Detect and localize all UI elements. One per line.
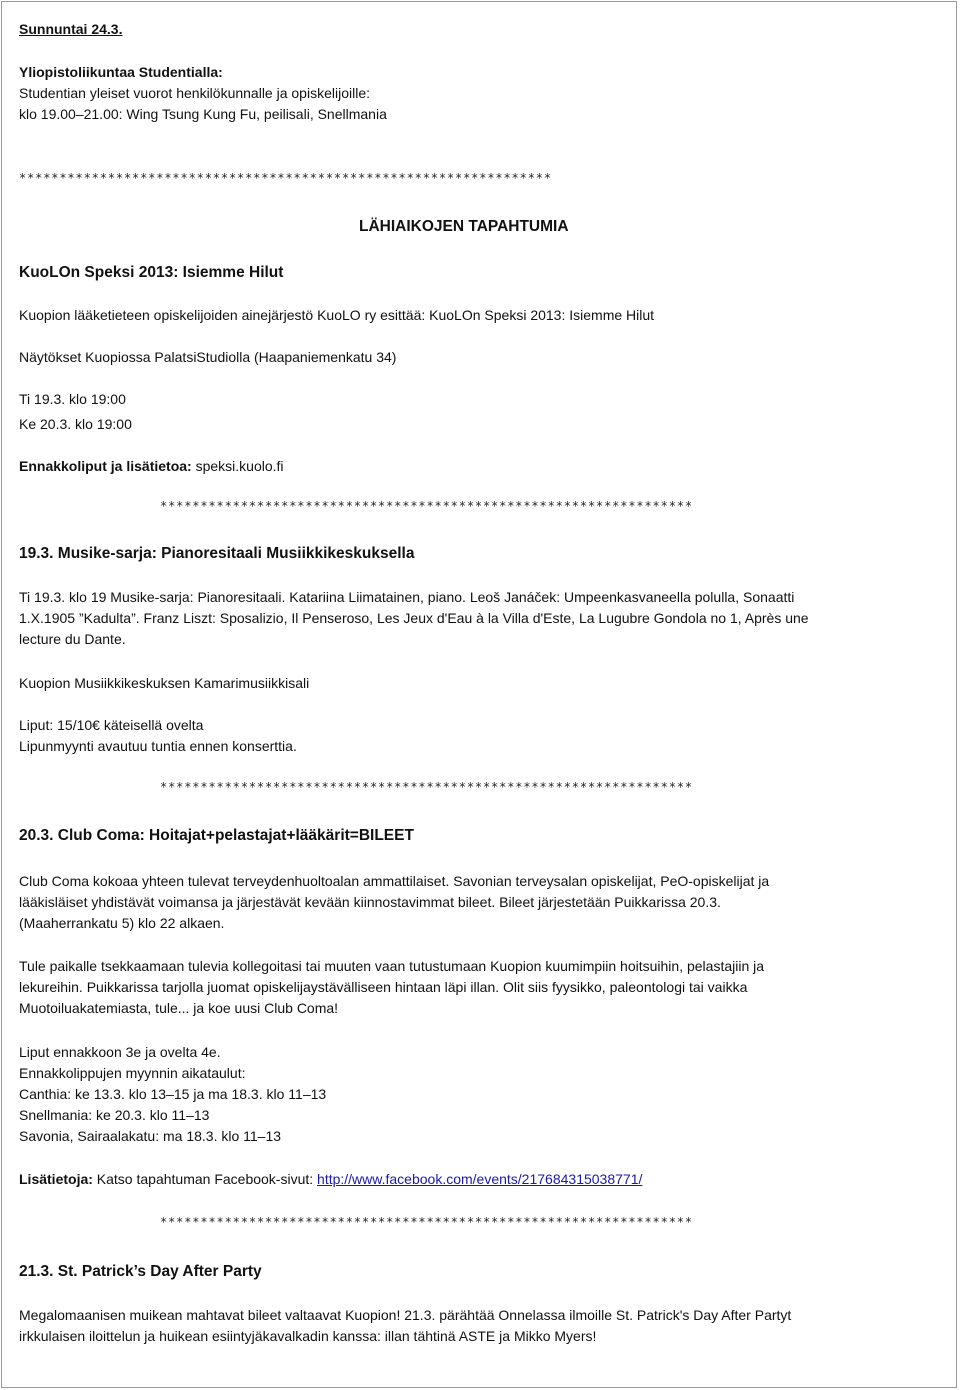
clubcoma-p2-line-1: Tule paikalle tsekkaamaan tulevia kollegoitasi tai muuten vaan tutustumaan Kuopion kuumimpiin hoitsuihin, pelastajiin ja xyxy=(19,958,765,974)
separator-4: ****************************************************************** xyxy=(160,1215,693,1229)
facebook-event-link[interactable]: http://www.facebook.com/events/217684315038771/ xyxy=(317,1171,643,1187)
musike-title: 19.3. Musike-sarja: Pianoresitaali Musiikkikeskuksella xyxy=(19,545,415,562)
separator-1: ****************************************************************** xyxy=(19,171,552,185)
speksi-shows: Näytökset Kuopiossa PalatsiStudiolla (Haapaniemenkatu 34) xyxy=(19,349,397,365)
musike-line-1: Ti 19.3. klo 19 Musike-sarja: Pianoresitaali. Katariina Liimatainen, piano. Leoš Janáček: Umpeenkasvaneella polulla, Sonaatti xyxy=(19,589,795,605)
sunday-description: Studentian yleiset vuorot henkilökunnalle ja opiskelijoille: xyxy=(19,85,370,101)
musike-line-2: 1.X.1905 ”Kadulta”. Franz Liszt: Sposalizio, Il Penseroso, Les Jeux d'Eau à la Villa d'Este, La Lugubre Gondola no 1, Après une xyxy=(19,610,809,626)
clubcoma-p2-line-3: Muotoiluakatemiasta, tule... ja koe uusi Club Coma! xyxy=(19,1000,339,1016)
musike-venue: Kuopion Musiikkikeskuksen Kamarimusiikkisali xyxy=(19,675,310,691)
clubcoma-info xyxy=(19,1169,642,1190)
clubcoma-title: 20.3. Club Coma: Hoitajat+pelastajat+lääkärit=BILEET xyxy=(19,827,414,844)
separator-2: ****************************************************************** xyxy=(160,499,693,513)
musike-line-3: lecture du Dante. xyxy=(19,631,126,647)
clubcoma-presale-heading: Ennakkolippujen myynnin aikataulut: xyxy=(19,1065,246,1081)
upcoming-heading: LÄHIAIKOJEN TAPAHTUMIA xyxy=(359,218,569,235)
stpatrick-line-1: Megalomaanisen muikean mahtavat bileet valtaavat Kuopion! 21.3. pärähtää Onnelassa ilmoille St. Patrick's Day After Partyt xyxy=(19,1307,792,1323)
musike-sale: Lipunmyynti avautuu tuntia ennen konserttia. xyxy=(19,738,297,754)
stpatrick-title: 21.3. St. Patrick’s Day After Party xyxy=(19,1263,262,1280)
separator-3: ****************************************************************** xyxy=(160,780,693,794)
clubcoma-prices: Liput ennakkoon 3e ja ovelta 4e. xyxy=(19,1044,221,1060)
clubcoma-info-label: Lisätietoja: xyxy=(19,1171,93,1187)
sunday-time: klo 19.00–21.00: Wing Tsung Kung Fu, peilisali, Snellmania xyxy=(19,106,387,122)
clubcoma-info-text: Katso tapahtuman Facebook-sivut: xyxy=(96,1171,314,1187)
speksi-title: KuoLOn Speksi 2013: Isiemme Hilut xyxy=(19,264,284,281)
sunday-venue: Yliopistoliikuntaa Studentialla: xyxy=(19,64,223,80)
musike-price: Liput: 15/10€ käteisellä ovelta xyxy=(19,717,204,733)
clubcoma-presale-savonia: Savonia, Sairaalakatu: ma 18.3. klo 11–13 xyxy=(19,1128,282,1144)
speksi-intro: Kuopion lääketieteen opiskelijoiden ainejärjestö KuoLO ry esittää: KuoLOn Speksi 2013: Isiemme Hilut xyxy=(19,307,655,323)
clubcoma-p1-line-2: lääkisläiset yhdistävät voimansa ja järjestävät kevään kiinnostavimmat bileet. Bileet järjestetään Puikkarissa 20.3. xyxy=(19,894,721,910)
speksi-tickets-label: Ennakkoliput ja lisätietoa: xyxy=(19,458,192,474)
stpatrick-line-2: irkkulaisen iloittelun ja huikean esiintyjäkavalkadin kanssa: illan tähtinä ASTE ja Mikko Myers! xyxy=(19,1328,597,1344)
speksi-tickets xyxy=(19,456,284,477)
clubcoma-presale-canthia: Canthia: ke 13.3. klo 13–15 ja ma 18.3. klo 11–13 xyxy=(19,1086,327,1102)
speksi-date-2: Ke 20.3. klo 19:00 xyxy=(19,416,132,432)
clubcoma-p1-line-1: Club Coma kokoaa yhteen tulevat terveydenhuoltoalan ammattilaiset. Savonian terveysalan opiskelijat, PeO-opiskelijat ja xyxy=(19,873,770,889)
clubcoma-presale-snellmania: Snellmania: ke 20.3. klo 11–13 xyxy=(19,1107,210,1123)
speksi-date-1: Ti 19.3. klo 19:00 xyxy=(19,391,126,407)
sunday-date: Sunnuntai 24.3. xyxy=(19,21,123,37)
clubcoma-p1-line-3: (Maaherrankatu 5) klo 22 alkaen. xyxy=(19,915,225,931)
speksi-tickets-site: speksi.kuolo.fi xyxy=(195,458,284,474)
clubcoma-p2-line-2: lekureihin. Puikkarissa tarjolla juomat opiskelijaystävälliseen hintaan läpi illan. Olit siis fyysikko, paleontologi tai vaikka xyxy=(19,979,748,995)
